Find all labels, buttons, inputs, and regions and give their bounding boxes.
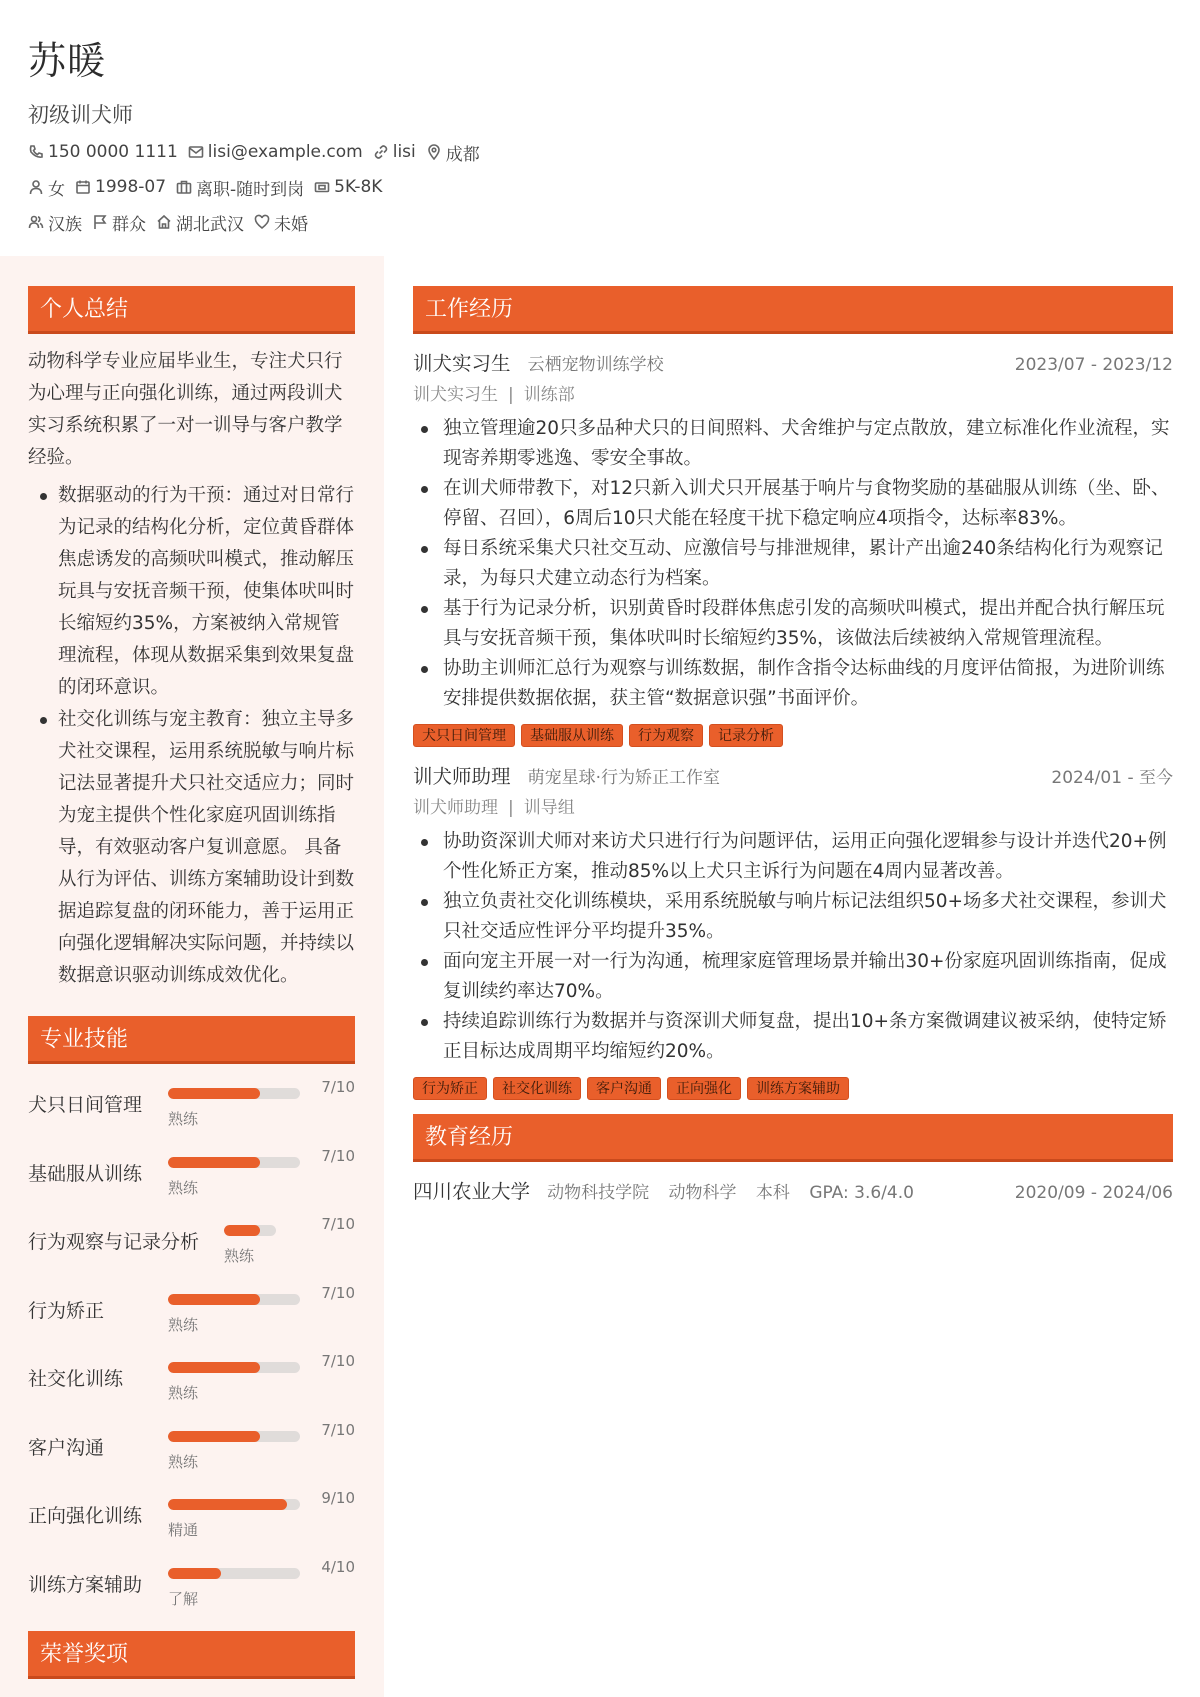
- skill-bar: [168, 1499, 300, 1510]
- skill-bar: [168, 1294, 300, 1305]
- skill-score: 7/10: [321, 1283, 355, 1302]
- candidate-name: 苏暖: [28, 39, 107, 83]
- skill-tag: 基础服从训练: [521, 724, 623, 747]
- heart-icon: [254, 214, 270, 230]
- skill-level: 熟练: [168, 1178, 199, 1197]
- skill-name: 客户沟通: [28, 1436, 105, 1459]
- skill-row: [28, 1352, 355, 1421]
- salary-text: 5K-8K: [334, 177, 383, 197]
- flag-icon: [92, 214, 108, 230]
- phone-item: [28, 142, 178, 162]
- home-icon: [156, 214, 172, 230]
- skill-bar: [168, 1157, 300, 1168]
- skill-name: 行为矫正: [28, 1299, 105, 1322]
- contact-row: [28, 140, 1168, 164]
- skill-row: [28, 1078, 355, 1147]
- job-position: 训犬师助理: [413, 798, 498, 818]
- ethnicity-item: [28, 210, 82, 235]
- education-heading: 教育经历: [413, 1114, 1173, 1162]
- people-icon: [28, 214, 44, 230]
- job-company: 云栖宠物训练学校: [527, 355, 664, 375]
- skill-level: 熟练: [168, 1110, 199, 1128]
- job-position: 训犬实习生: [413, 385, 498, 405]
- marital-text: 未婚: [274, 214, 308, 235]
- briefcase-icon: [176, 179, 192, 195]
- skill-name: 行为观察与记录分析: [28, 1231, 200, 1253]
- skill-row: [28, 1421, 355, 1490]
- job-bullets: [413, 414, 1173, 714]
- edu-school: 四川农业大学: [413, 1180, 531, 1203]
- job-company: 萌宠星球·行为矫正工作室: [527, 768, 721, 788]
- phone-text: 150 0000 1111: [48, 142, 178, 162]
- status-item: [176, 175, 304, 200]
- job-tags: [413, 724, 1173, 747]
- marital-item: [254, 210, 308, 235]
- location-text: 成都: [445, 144, 480, 165]
- job-bullet: 协助主训师汇总行为观察与训练数据，制作含指令达标曲线的月度评估简报，为进阶训练安排提供数据依据，获主管“数据意识强”书面评价。: [413, 654, 1173, 714]
- skill-fill: [168, 1362, 260, 1373]
- skill-row: [28, 1558, 355, 1627]
- email-item[interactable]: [188, 142, 363, 162]
- skill-fill: [168, 1088, 260, 1099]
- birth-text: 1998-07: [95, 177, 167, 197]
- gender-text: 女: [48, 179, 65, 200]
- skill-name: 基础服从训练: [28, 1162, 143, 1185]
- skill-fill: [168, 1568, 221, 1579]
- skill-fill: [168, 1499, 287, 1510]
- personal-row: [28, 175, 1168, 199]
- skill-row: [28, 1215, 355, 1284]
- skill-fill: [168, 1157, 260, 1168]
- skill-bar: [168, 1088, 300, 1099]
- job-bullet: 每日系统采集犬只社交互动、应激信号与排泄规律，累计产出逾240条结构化行为观察记录，为每只犬建立动态行为档案。: [413, 534, 1173, 594]
- job-role: 训犬师助理: [413, 765, 511, 788]
- money-icon: [314, 179, 330, 195]
- skill-bar: [168, 1568, 300, 1579]
- edu-major: 动物科学: [668, 1183, 737, 1203]
- separator: |: [508, 798, 514, 818]
- skill-name: 正向强化训练: [28, 1505, 143, 1527]
- skill-tag: 客户沟通: [587, 1077, 661, 1100]
- separator: |: [508, 385, 514, 405]
- background-row: [28, 210, 1168, 234]
- education-entry: [413, 1176, 1173, 1204]
- skill-name: 社交化训练: [28, 1368, 124, 1390]
- email-text: lisi@example.com: [207, 142, 363, 162]
- job-entry: [413, 348, 1173, 747]
- job-bullet: 在训犬师带教下，对12只新入训犬只开展基于响片与食物奖励的基础服从训练（坐、卧、停留、召回），6周后10只犬能在轻度干扰下稳定响应4项指令，达标率83%。: [413, 474, 1173, 534]
- hometown-text: 湖北武汉: [176, 214, 244, 235]
- skill-score: 7/10: [321, 1420, 355, 1439]
- summary-section: [28, 346, 355, 992]
- skill-level: 熟练: [224, 1247, 255, 1265]
- skill-level: 精通: [168, 1521, 199, 1539]
- link-text: lisi: [392, 142, 416, 162]
- skill-name: 训练方案辅助: [28, 1573, 143, 1596]
- job-role: 训犬实习生: [413, 352, 511, 375]
- summary-points: [28, 480, 355, 992]
- sidebar: [0, 256, 384, 1697]
- job-bullet: 独立负责社交化训练模块，采用系统脱敏与响片标记法组织50+场多犬社交课程，参训犬只社交适应性评分平均提升35%。: [413, 887, 1173, 947]
- link-item[interactable]: [373, 142, 416, 162]
- job-title: 初级训犬师: [28, 103, 133, 127]
- skill-tag: 犬只日间管理: [413, 724, 515, 747]
- job-bullets: [413, 827, 1173, 1067]
- skill-row: [28, 1489, 355, 1558]
- ethnicity-text: 汉族: [48, 214, 82, 235]
- edu-date: 2020/09 - 2024/06: [1014, 1183, 1173, 1203]
- job-tags: [413, 1077, 1173, 1100]
- job-department: 训练部: [523, 385, 575, 405]
- birth-item: [75, 177, 166, 197]
- skill-level: 熟练: [168, 1384, 199, 1402]
- skill-tag: 行为观察: [629, 724, 703, 747]
- skill-row: [28, 1284, 355, 1353]
- skill-score: 7/10: [321, 1146, 355, 1165]
- link-icon: [373, 144, 389, 160]
- skill-bar: [168, 1431, 300, 1442]
- job-date: 2023/07 - 2023/12: [1014, 355, 1173, 375]
- edu-gpa: GPA: 3.6/4.0: [809, 1183, 914, 1203]
- gender-item: [28, 175, 65, 200]
- skill-fill: [168, 1294, 260, 1305]
- skills-heading: 专业技能: [28, 1016, 355, 1064]
- skill-score: 7/10: [321, 1215, 355, 1233]
- summary-point: 社交化训练与宠主教育：独立主导多犬社交课程，运用系统脱敏与响片标记法显著提升犬只社交适应力；同时为宠主提供个性化家庭巩固训练指导，有效驱动客户复训意愿。 具备从行为评估、训练方案辅助设计到数据追踪复盘的闭环能力，善于运用正向强化逻辑解决实际问题，并持续以数据意识驱动训练成效优化。: [28, 704, 355, 992]
- skill-fill: [168, 1431, 260, 1442]
- job-date: 2024/01 - 至今: [1051, 768, 1173, 788]
- job-entry: [413, 761, 1173, 1100]
- salary-item: [314, 177, 382, 197]
- skill-tag: 社交化训练: [493, 1077, 581, 1100]
- skill-tag: 正向强化: [667, 1077, 741, 1100]
- skill-bar: [224, 1225, 276, 1236]
- edu-college: 动物科技学院: [547, 1183, 650, 1203]
- user-icon: [28, 179, 44, 195]
- skill-score: 4/10: [321, 1557, 355, 1576]
- honors-heading: 荣誉奖项: [28, 1631, 355, 1679]
- job-bullet: 基于行为记录分析，识别黄昏时段群体焦虑引发的高频吠叫模式，提出并配合执行解压玩具与安抚音频干预，集体吠叫时长缩短约35%，该做法后续被纳入常规管理流程。: [413, 594, 1173, 654]
- skill-tag: 训练方案辅助: [747, 1077, 849, 1100]
- phone-icon: [28, 144, 44, 160]
- skill-level: 熟练: [168, 1315, 199, 1334]
- skill-fill: [224, 1225, 260, 1236]
- skill-score: 9/10: [321, 1489, 355, 1507]
- skill-name: 犬只日间管理: [28, 1094, 143, 1116]
- job-bullet: 持续追踪训练行为数据并与资深训犬师复盘，提出10+条方案微调建议被采纳，使特定矫正目标达成周期平均缩短约20%。: [413, 1007, 1173, 1067]
- skill-bar: [168, 1362, 300, 1373]
- resume-header: [28, 30, 1168, 234]
- mail-icon: [188, 144, 204, 160]
- job-bullet: 协助资深训犬师对来访犬只进行行为问题评估，运用正向强化逻辑参与设计并迭代20+例个性化矫正方案，推动85%以上犬只主诉行为问题在4周内显著改善。: [413, 827, 1173, 887]
- skills-list: [28, 1078, 355, 1626]
- political-item: [92, 210, 146, 235]
- location-icon: [426, 144, 442, 160]
- hometown-item: [156, 210, 244, 235]
- edu-degree: 本科: [755, 1183, 790, 1203]
- skill-level: 熟练: [168, 1452, 199, 1471]
- skill-score: 7/10: [321, 1078, 355, 1096]
- summary-intro: 动物科学专业应届毕业生，专注犬只行为心理与正向强化训练，通过两段训犬实习系统积累了一对一训导与客户教学经验。: [28, 351, 343, 468]
- political-text: 群众: [112, 214, 146, 235]
- calendar-icon: [75, 179, 91, 195]
- summary-point: 数据驱动的行为干预：通过对日常行为记录的结构化分析，定位黄昏群体焦虑诱发的高频吠叫模式，推动解压玩具与安抚音频干预，使集体吠叫时长缩短约35%，方案被纳入常规管理流程，体现从数据采集到效果复盘的闭环意识。: [28, 480, 355, 704]
- skill-level: 了解: [168, 1589, 199, 1608]
- job-bullet: 独立管理逾20只多品种犬只的日间照料、犬舍维护与定点散放，建立标准化作业流程，实现寄养期零逃逸、零安全事故。: [413, 414, 1173, 474]
- skill-tag: 记录分析: [709, 724, 783, 747]
- skill-tag: 行为矫正: [413, 1077, 487, 1100]
- skill-score: 7/10: [321, 1352, 355, 1370]
- job-department: 训导组: [523, 798, 575, 818]
- summary-heading: 个人总结: [28, 286, 355, 334]
- status-text: 离职-随时到岗: [196, 179, 305, 200]
- job-bullet: 面向宠主开展一对一行为沟通，梳理家庭管理场景并输出30+份家庭巩固训练指南，促成复训续约率达70%。: [413, 947, 1173, 1007]
- skill-row: [28, 1147, 355, 1216]
- work-heading: 工作经历: [413, 286, 1173, 334]
- location-item: [426, 140, 480, 165]
- main-content: [413, 256, 1173, 1204]
